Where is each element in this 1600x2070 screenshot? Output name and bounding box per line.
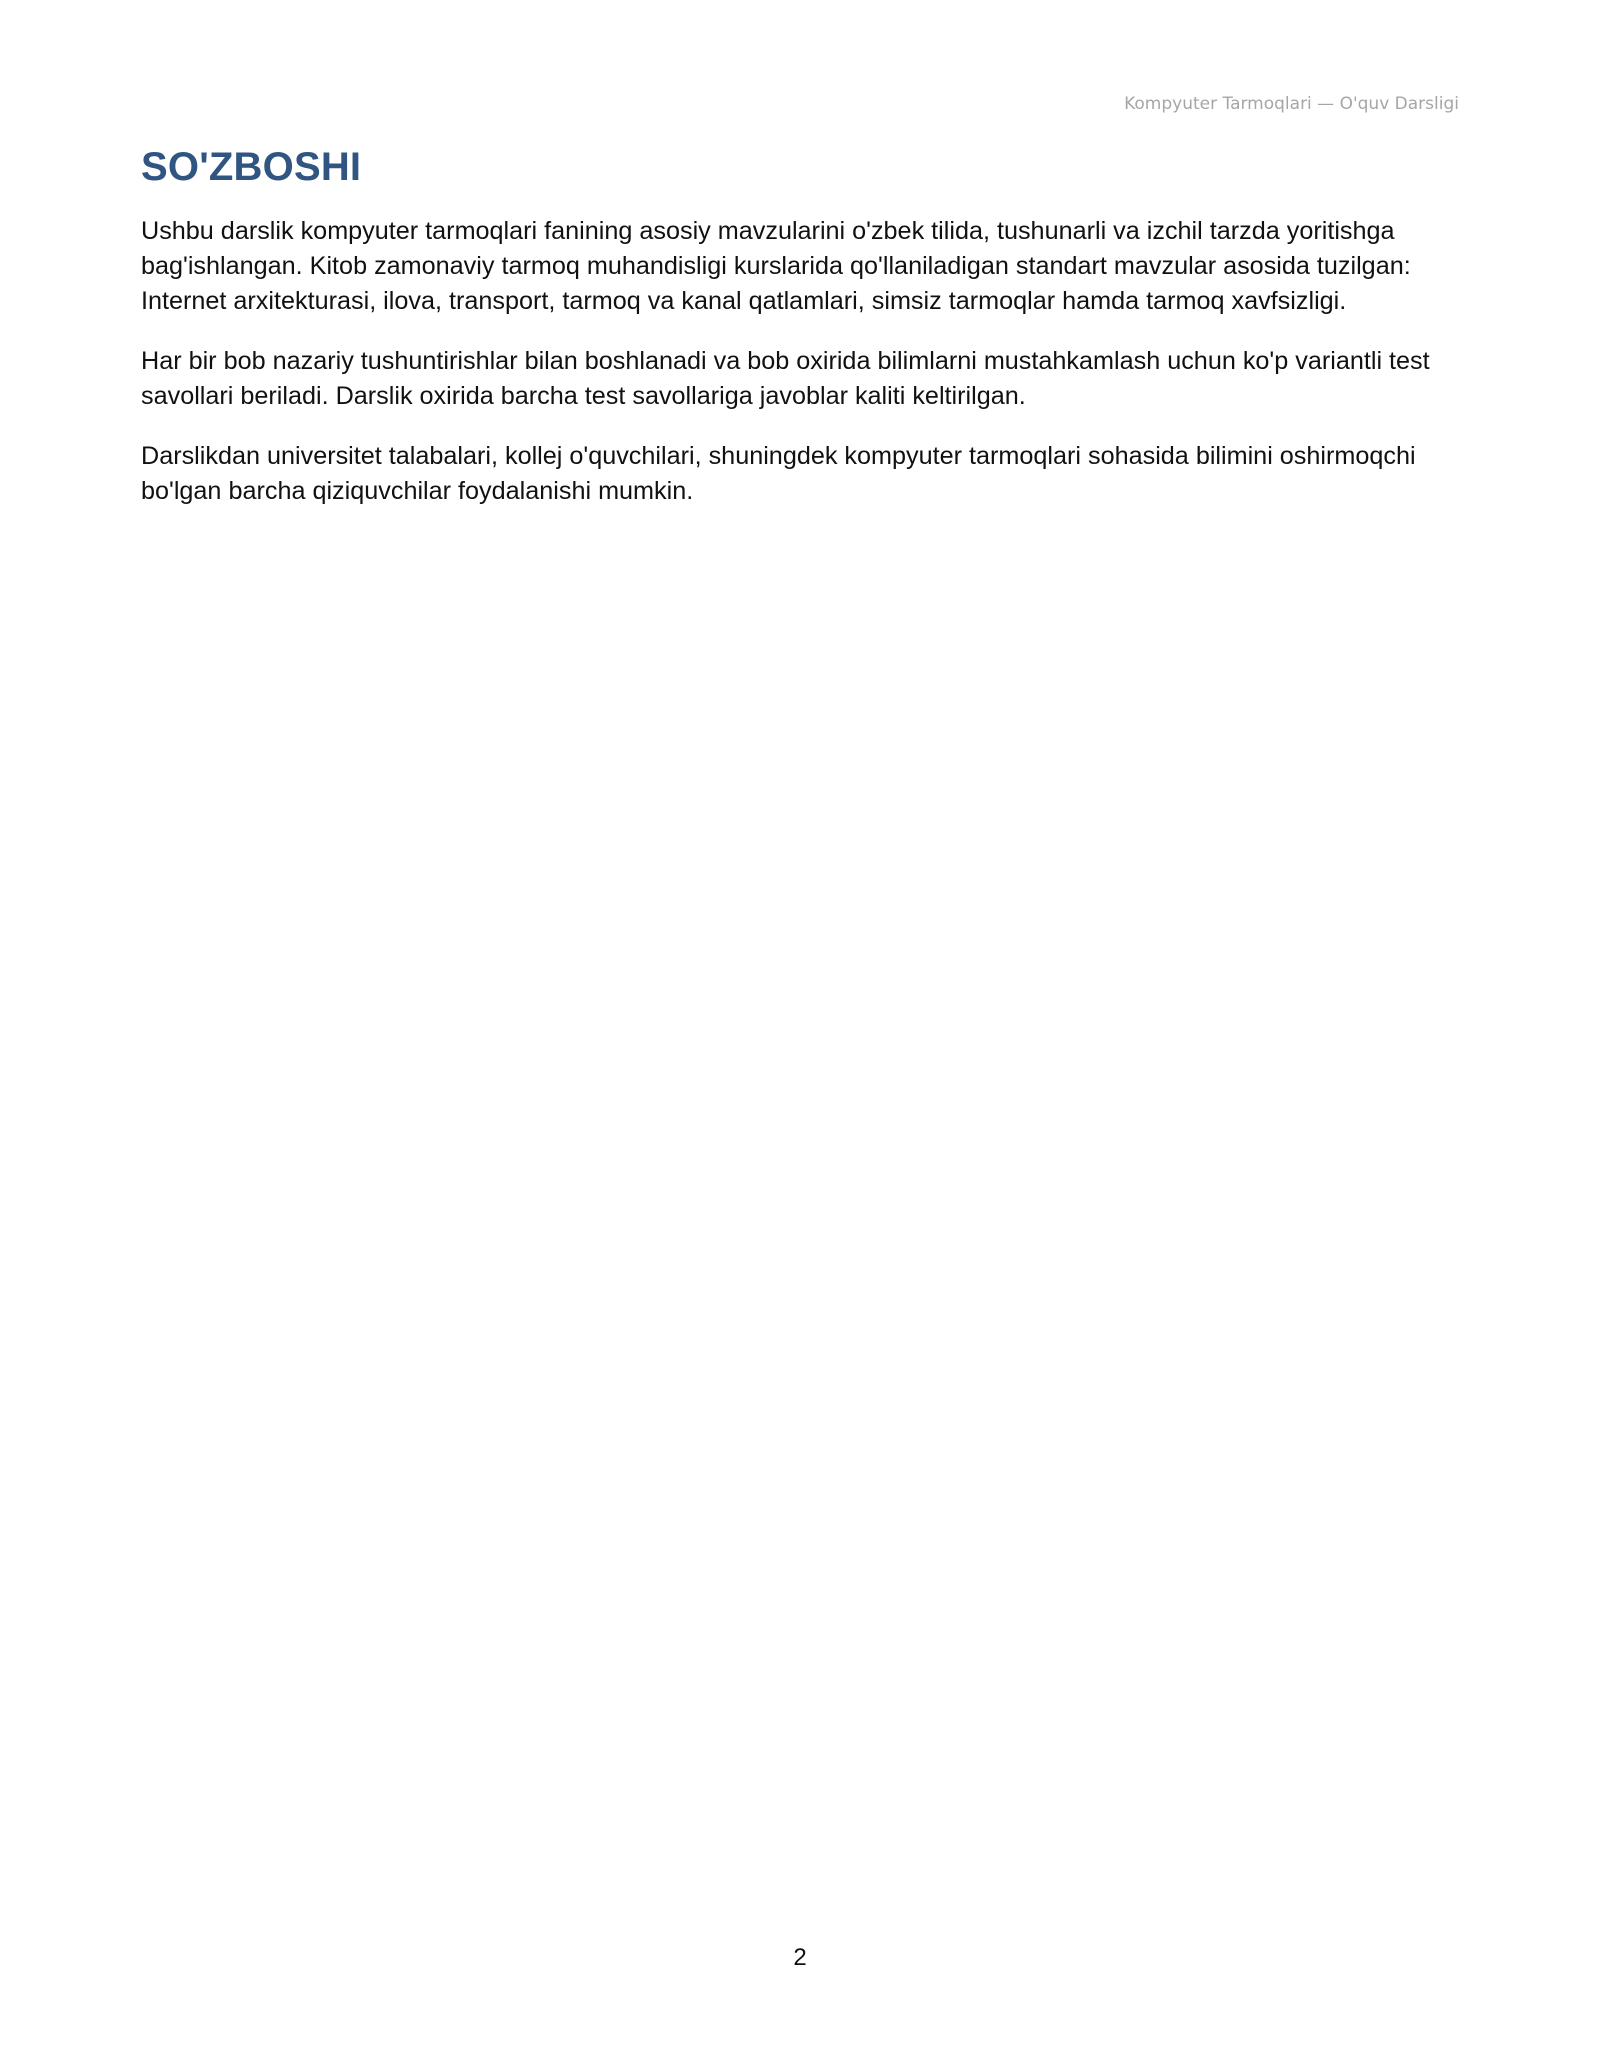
section-title: SO'ZBOSHI (141, 145, 362, 189)
section-body (141, 214, 1461, 534)
paragraph: Ushbu darslik kompyuter tarmoqlari fanining asosiy mavzularini o'zbek tilida, tushunarli va izchil tarzda yoritishga bag'ishlangan. Kitob zamonaviy tarmoq muhandisligi kurslarida qo'llaniladigan standart mavzular asosida tuzilgan: Internet arxitekturasi, ilova, transport, tarmoq va kanal qatlamlari, simsiz tarmoqlar hamda tarmoq xavfsizligi. (141, 217, 1411, 315)
paragraph: Har bir bob nazariy tushuntirishlar bilan boshlanadi va bob oxirida bilimlarni mustahkamlash uchun ko'p variantli test savollari beriladi. Darslik oxirida barcha test savollariga javoblar kaliti keltirilgan. (141, 347, 1430, 410)
running-header: Kompyuter Tarmoqlari — O'quv Darsligi (1124, 94, 1459, 114)
paragraph: Darslikdan universitet talabalari, kollej o'quvchilari, shuningdek kompyuter tarmoqlari sohasida bilimini oshirmoqchi bo'lgan barcha qiziquvchilar foydalanishi mumkin. (141, 442, 1416, 505)
page-number: 2 (793, 1944, 807, 1971)
